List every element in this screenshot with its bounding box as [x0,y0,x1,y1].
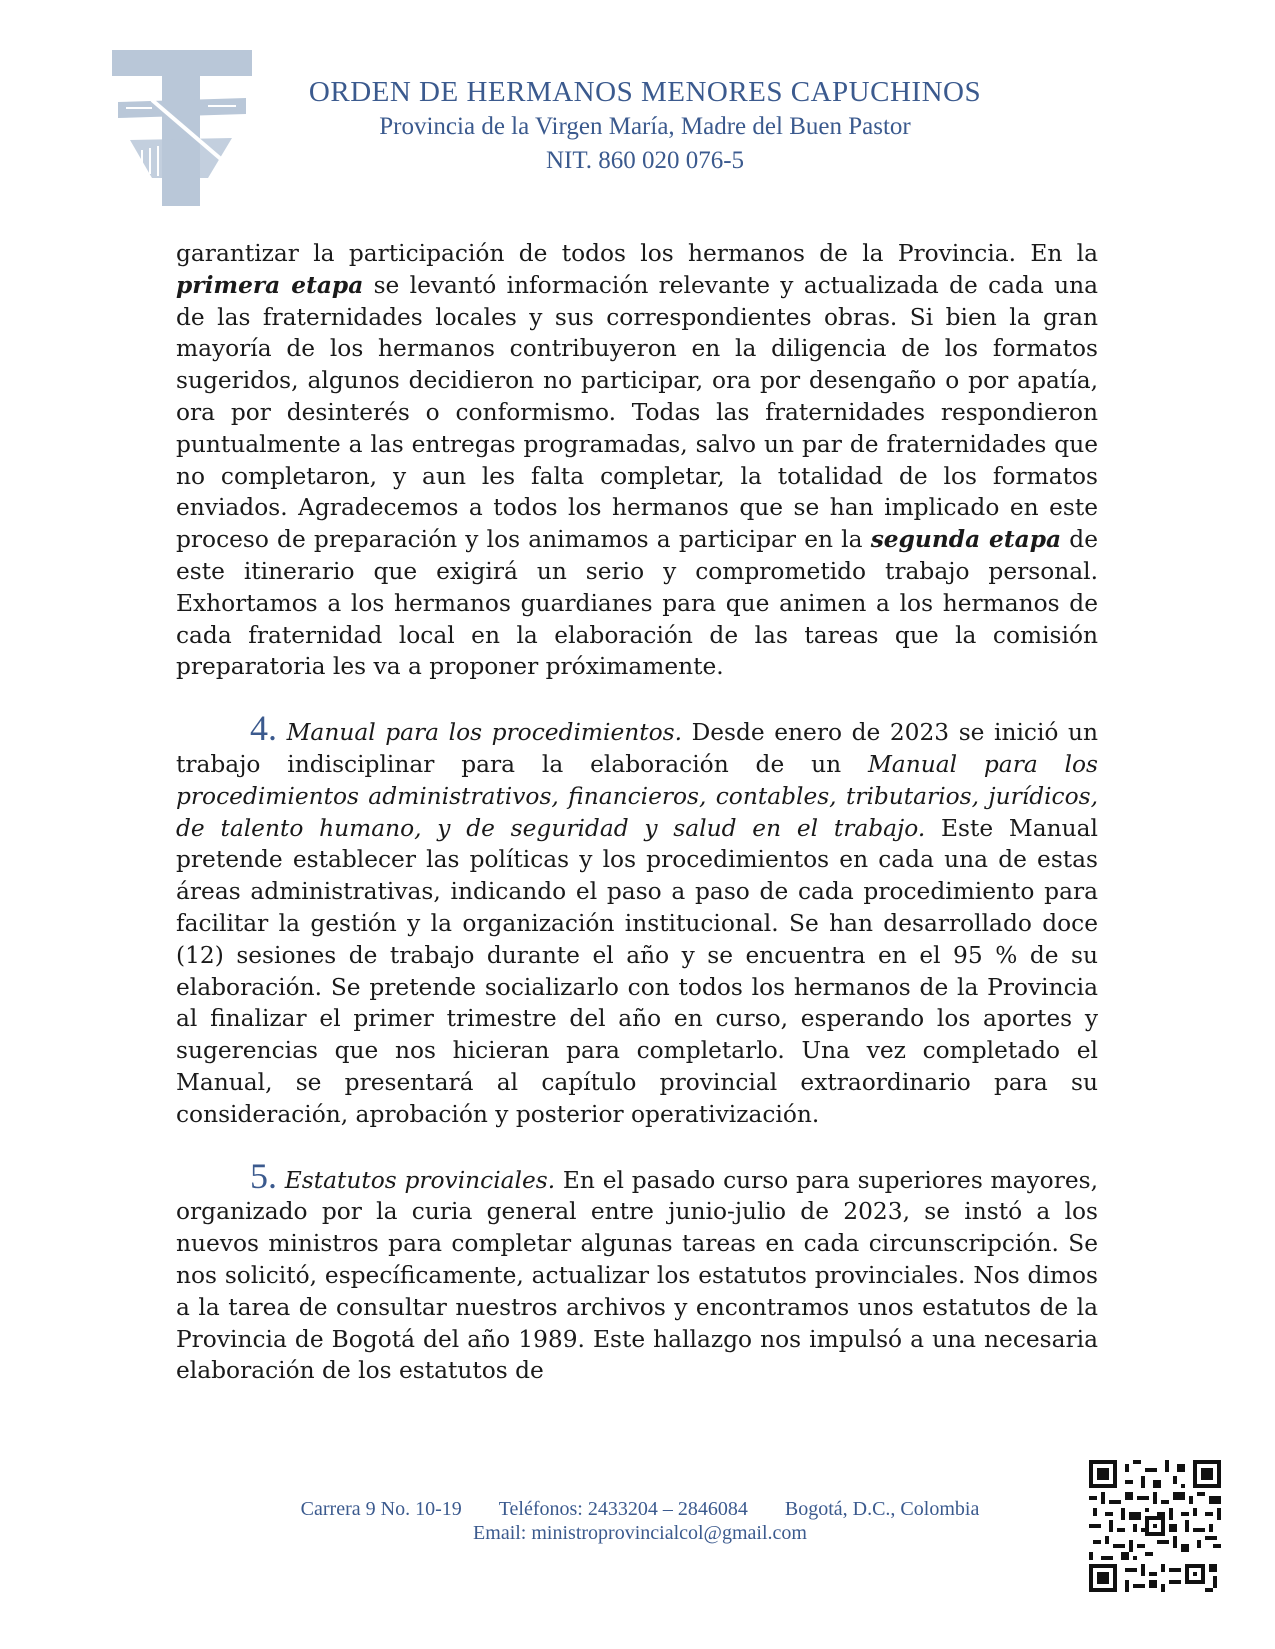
text: Este Manual pretende establecer las políticas y los procedimientos en cada una de estas áreas administrativas, indicando el paso a paso de cada procedimiento para facilitar la gestión y la organización institucional. Se han desarrollado doce (12) sesiones de trabajo durante el año y se encuentra en el 95 % de su elaboración. Se pretende socializarlo con todos los hermanos de la Provincia al finalizar el primer trimestre del año en curso, esperando los aportes y sugerencias que nos hicieran para completarlo. Una vez completado el Manual, se presentará al capítulo provincial extraordinario para su consideración, aprobación y posterior operativización. [176,814,1099,1128]
footer [240,1497,1040,1545]
section-4-manual [176,708,1099,1130]
footer-email: Email: ministroprovincialcol@gmail.com [473,1522,807,1544]
capuchin-tau-logo [112,50,252,206]
footer-phones: Teléfonos: 2433204 – 2846084 [498,1498,748,1520]
province-name: Provincia de la Virgen María, Madre del Buen Pastor [379,113,911,140]
footer-contact-row [240,1497,1040,1521]
text: Desde enero de 2023 se inició un trabajo indisciplinar para la elaboración de un [176,719,1099,778]
paragraph-participation [176,238,1098,683]
text: En el pasado curso para superiores mayores, organizado por la curia general entre junio-julio de 2023, se instó a los nuevos ministros para completar algunas tareas en cada circunscripción. Se nos solicitó, específicamente, actualizar los estatutos provinciales. Nos dimos a la tarea de consultar nuestros archivos y encontramos unos estatutos de la Provincia de Bogotá del año 1989. Este hallazgo nos impulsó a una necesaria elaboración de los estatutos de [176,1166,1098,1385]
section-5-estatutos [176,1155,1098,1388]
bold-term: primera etapa [176,271,364,299]
org-name: ORDEN DE HERMANOS MENORES CAPUCHINOS [308,76,982,108]
qr-code[interactable] [1089,1460,1221,1592]
section-title: Estatutos provinciales. [284,1166,556,1194]
nit-number: NIT. 860 020 076-5 [545,147,745,174]
manual-name: Manual para los procedimientos administrativos, financieros, contables, tributarios, jurídicos, de talento humano, y de seguridad y salud en el trabajo. [176,750,1098,842]
letterhead [290,74,1000,178]
bold-term: segunda etapa [870,526,1062,554]
section-number: 5. [250,1155,277,1196]
document-body [176,238,1098,1387]
footer-address: Carrera 9 No. 10-19 [300,1498,462,1520]
text: se levantó información relevante y actualizada de cada una de las fraternidades locales y sus correspondientes obras. Si bien la gran mayoría de los hermanos contribuyeron en la diligencia de los formatos sugeridos, algunos decidieron no participar, ora por desengaño o por apatía, ora por desinterés o conformismo. Todas las fraternidades respondieron puntualmente a las entregas programadas, salvo un par de fraternidades que no completaron, y aun les falta completar, la totalidad de los formatos enviados. Agradecemos a todos los hermanos que se han implicado en este proceso de preparación y los animamos a participar en la [176,271,1098,554]
section-title: Manual para los procedimientos. [286,719,682,747]
section-number: 4. [250,708,277,749]
text: garantizar la participación de todos los hermanos de la Provincia. En la [176,240,1098,267]
footer-city: Bogotá, D.C., Colombia [784,1498,980,1520]
text: de este itinerario que exigirá un serio y comprometido trabajo personal. Exhortamos a los hermanos guardianes para que animen a los hermanos de cada fraternidad local en la elaboración de las tareas que la comisión preparatoria les va a proponer próximamente. [176,526,1098,681]
